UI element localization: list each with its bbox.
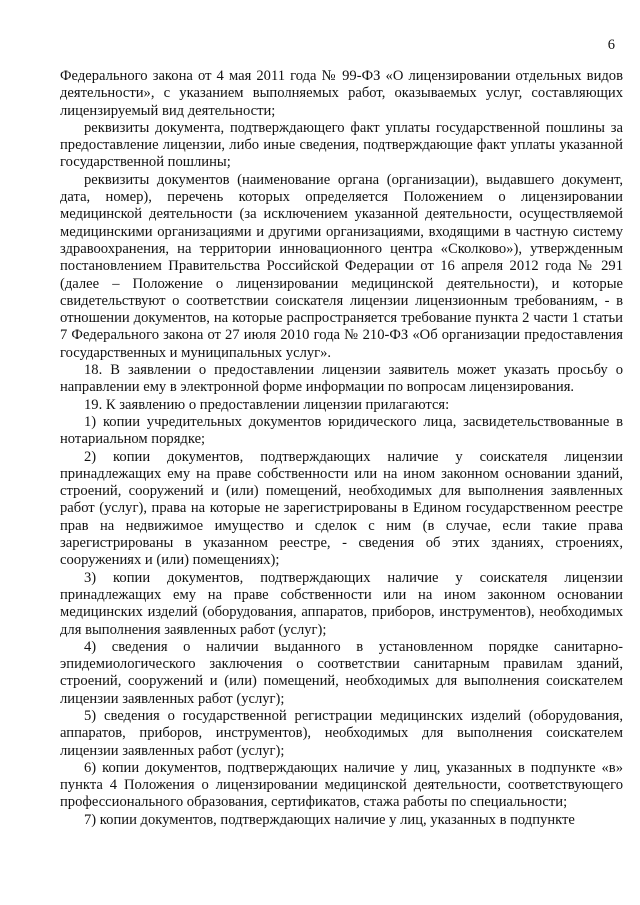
list-item-1: 1) копии учредительных документов юридического лица, засвидетельствованные в нотариальном порядке;	[60, 413, 623, 448]
paragraph-fee-details: реквизиты документа, подтверждающего факт уплаты государственной пошлины за предоставление лицензии, либо иные сведения, подтверждающие факт уплаты указанной государственной пошлины;	[60, 119, 623, 171]
paragraph-clause-18: 18. В заявлении о предоставлении лицензии заявитель может указать просьбу о направлении ему в электронной форме информации по вопросам лицензирования.	[60, 362, 623, 396]
list-item-7: 7) копии документов, подтверждающих наличие у лиц, указанных в подпункте	[84, 811, 575, 828]
list-item-2: 2) копии документов, подтверждающих наличие у соискателя лицензии принадлежащих ему на праве собственности или на ином законном основании зданий, строений, сооружений и (или) помещений, необходимых для выполнения заявленных работ (услуг), права на которые не зарегистрированы в Едином государственном реестре прав на недвижимое имущество и сделок с ним (в случае, если такие права зарегистрированы в указанном реестре, - сведения об этих зданиях, строениях, сооружениях и (или) помещениях);	[60, 448, 623, 569]
document-body	[60, 68, 623, 829]
list-item-4: 4) сведения о наличии выданного в установленном порядке санитарно-эпидемиологического заключения о соответствии санитарным правилам зданий, строений, сооружений и (или) помещений, необходимых для выполнения соискателем лицензии заявленных работ (услуг);	[60, 638, 623, 707]
list-item-3: 3) копии документов, подтверждающих наличие у соискателя лицензии принадлежащих ему на праве собственности или на ином законном основании медицинских изделий (оборудования, аппаратов, приборов, инструментов), необходимых для выполнения заявленных работ (услуг);	[60, 569, 623, 638]
paragraph-document-details: реквизиты документов (наименование органа (организации), выдавшего документ, дата, номер), перечень которых определяется Положением о лицензировании медицинской деятельности (за исключением указанной деятельности, осуществляемой медицинскими организациями и другими организациями, входящими в частную систему здравоохранения, на территории инновационного центра «Сколково»), утвержденным постановлением Правительства Российской Федерации от 16 апреля 2012 года № 291 (далее – Положение о лицензировании медицинской деятельности), и которые свидетельствуют о соответствии соискателя лицензии лицензионным требованиям, - в отношении документов, на которые распространяется требование пункта 2 части 1 статьи 7 Федерального закона от 27 июля 2010 года № 210-ФЗ «Об организации предоставления государственных и муниципальных услуг».	[60, 171, 623, 361]
paragraph-continuation: Федерального закона от 4 мая 2011 года № 99-ФЗ «О лицензировании отдельных видов деятельности», с указанием выполняемых работ, оказываемых услуг, составляющих лицензируемый вид деятельности;	[60, 68, 623, 119]
page-number: 6	[607, 37, 615, 53]
list-item-6: 6) копии документов, подтверждающих наличие у лиц, указанных в подпункте «в» пункта 4 Положения о лицензировании медицинской деятельности, соответствующего профессионального образования, сертификатов, стажа работы по специальности;	[60, 759, 623, 811]
list-item-5: 5) сведения о государственной регистрации медицинских изделий (оборудования, аппаратов, приборов, инструментов), необходимых для выполнения соискателем лицензии заявленных работ (услуг);	[60, 707, 623, 759]
paragraph-clause-19: 19. К заявлению о предоставлении лицензии прилагаются:	[84, 396, 450, 413]
